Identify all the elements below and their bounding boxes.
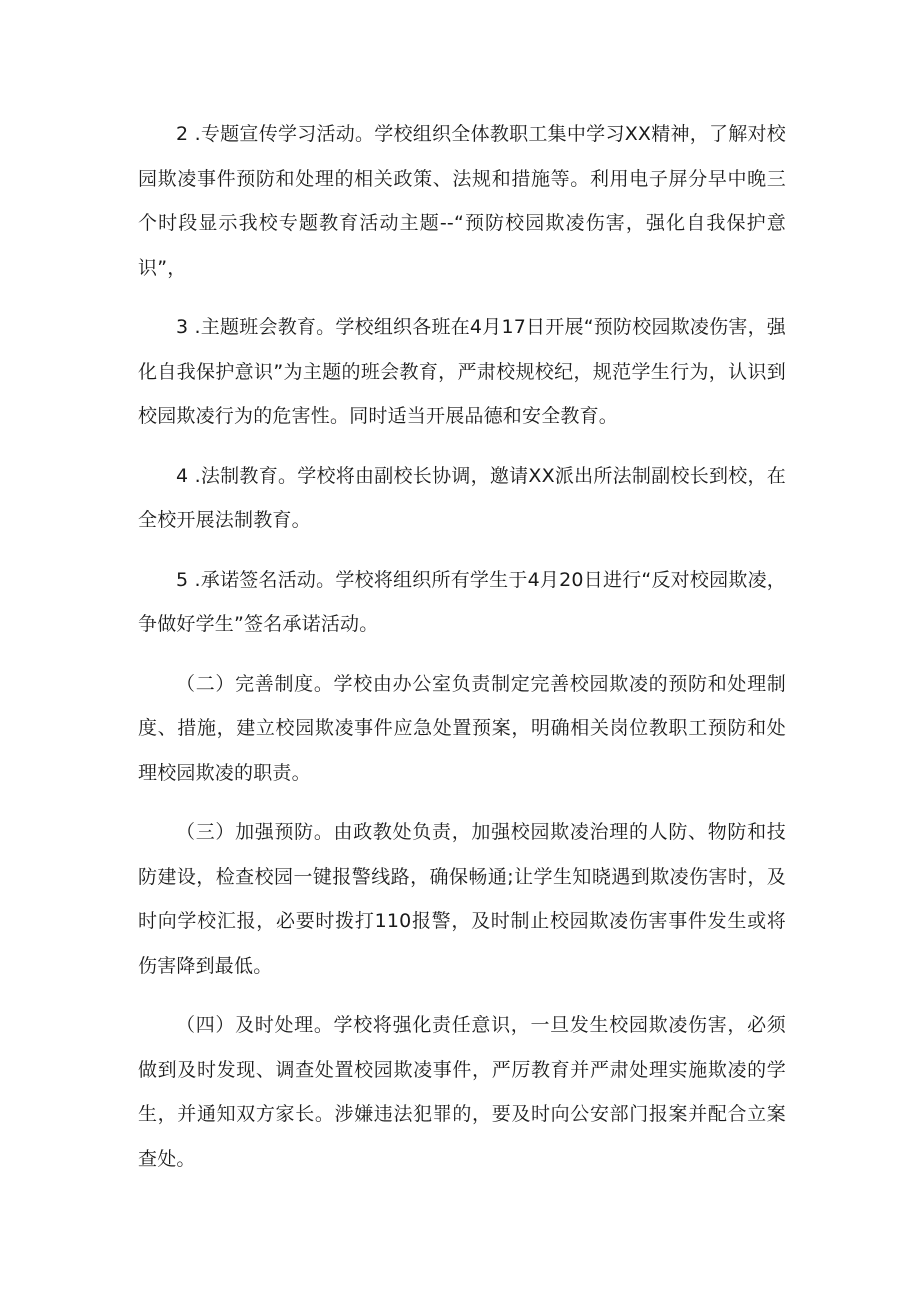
paragraph-section-4-handling: （四）及时处理。学校将强化责任意识，一旦发生校园欺凌伤害，必须做到及时发现、调查处置校园欺凌事件，严厉教育并严肃处理实施欺凌的学生，并通知双方家长。涉嫌违法犯罪的，要及时向公安部门报案并配合立案查处。 [138,1014,786,1170]
document-body [138,112,786,1196]
paragraph-section-2-system: （二）完善制度。学校由办公室负责制定完善校园欺凌的预防和处理制度、措施，建立校园欺凌事件应急处置预案，明确相关岗位教职工预防和处理校园欺凌的职责。 [138,672,786,784]
paragraph-item-3-class-meeting: 3 .主题班会教育。学校组织各班在4月17日开展“预防校园欺凌伤害，强化自我保护意识”为主题的班会教育，严肃校规校纪，规范学生行为，认识到校园欺凌行为的危害性。同时适当开展品德和安全教育。 [138,316,786,427]
paragraph-item-5-pledge: 5 .承诺签名活动。学校将组织所有学生于4月20日进行“反对校园欺凌，争做好学生”签名承诺活动。 [138,568,786,635]
paragraph-item-4-legal-education: 4 .法制教育。学校将由副校长协调，邀请XX派出所法制副校长到校，在全校开展法制教育。 [138,464,786,531]
paragraph-section-3-prevention: （三）加强预防。由政教处负责，加强校园欺凌治理的人防、物防和技防建设，检查校园一键报警线路，确保畅通;让学生知晓遇到欺凌伤害时，及时向学校汇报，必要时拨打110报警，及时制止校园欺凌伤害事件发生或将伤害降到最低。 [138,821,786,977]
paragraph-item-2-propaganda: 2 .专题宣传学习活动。学校组织全体教职工集中学习XX精神，了解对校园欺凌事件预防和处理的相关政策、法规和措施等。利用电子屏分早中晚三个时段显示我校专题教育活动主题--“预防校园欺凌伤害，强化自我保护意识”， [138,123,786,279]
